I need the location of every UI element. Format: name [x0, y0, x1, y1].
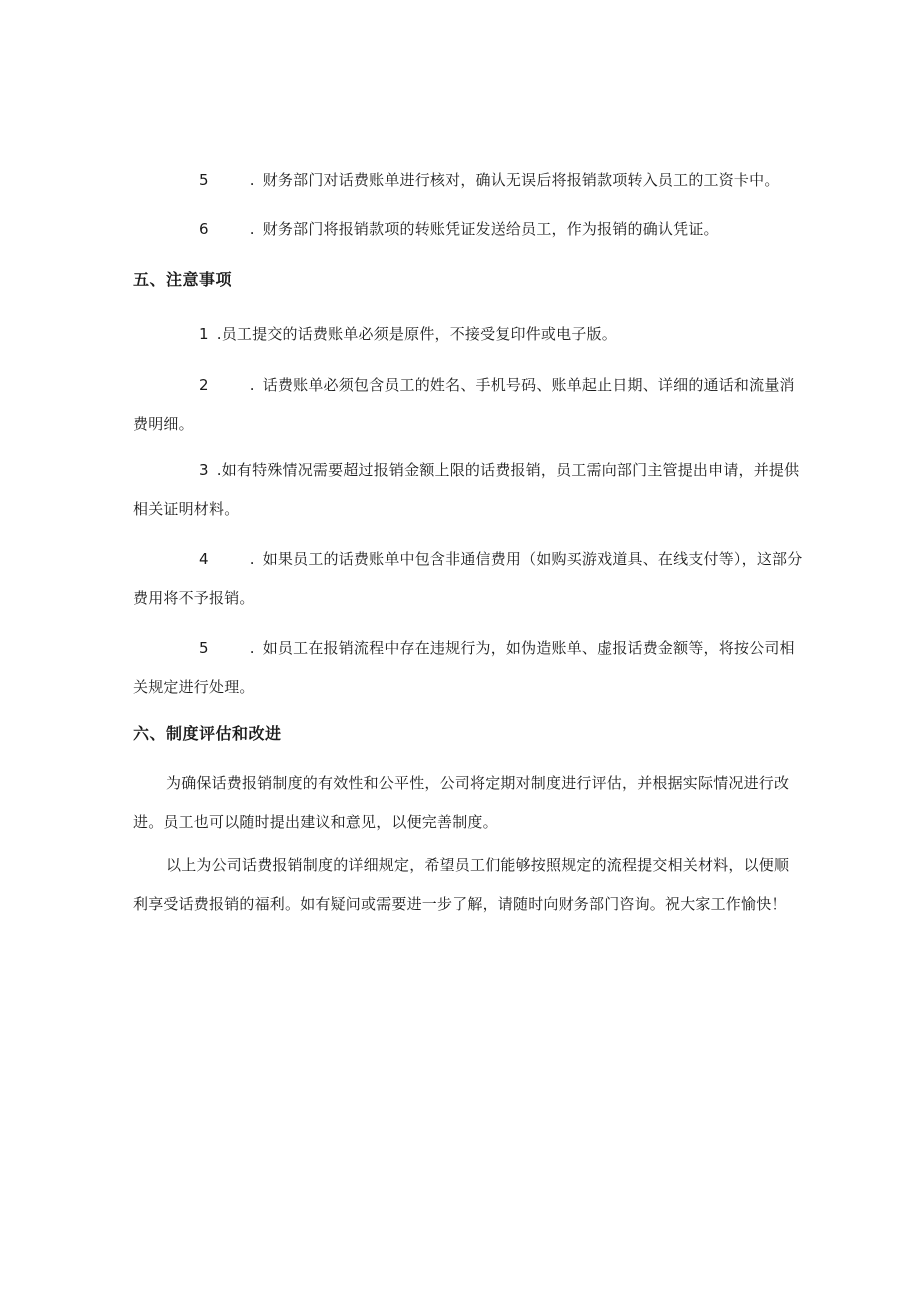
- note-item-5: [133, 629, 803, 707]
- note-item-1: [133, 315, 803, 354]
- note-text: 如员工在报销流程中存在违规行为，如伪造账单、虚报话费金额等，将按公司相关规定进行处理。: [133, 639, 795, 696]
- note-text: 话费账单必须包含员工的姓名、手机号码、账单起止日期、详细的通话和流量消费明细。: [133, 376, 795, 433]
- step-separator: .: [249, 220, 255, 238]
- section-heading-notes: 五、注意事项: [133, 270, 233, 289]
- note-item-3: [133, 451, 803, 529]
- note-item-4: [133, 540, 803, 618]
- note-separator: .: [216, 461, 222, 479]
- step-item-5: [133, 161, 803, 200]
- note-text: 如果员工的话费账单中包含非通信费用（如购买游戏道具、在线支付等），这部分费用将不予报销。: [133, 550, 803, 607]
- step-number: 5: [199, 171, 209, 189]
- section-heading-evaluation: 六、制度评估和改进: [133, 724, 282, 743]
- note-separator: .: [216, 325, 222, 343]
- note-number: 2: [199, 376, 209, 394]
- note-number: 5: [199, 639, 209, 657]
- step-item-6: [133, 210, 803, 249]
- note-text: 员工提交的话费账单必须是原件，不接受复印件或电子版。: [221, 325, 617, 343]
- closing-paragraph: 以上为公司话费报销制度的详细规定，希望员工们能够按照规定的流程提交相关材料，以便顺利享受话费报销的福利。如有疑问或需要进一步了解，请随时向财务部门咨询。祝大家工作愉快！: [133, 856, 790, 913]
- step-text: 财务部门将报销款项的转账凭证发送给员工，作为报销的确认凭证。: [262, 220, 719, 238]
- note-separator: .: [249, 639, 255, 657]
- evaluation-paragraph: 为确保话费报销制度的有效性和公平性，公司将定期对制度进行评估，并根据实际情况进行改进。员工也可以随时提出建议和意见，以便完善制度。: [133, 774, 790, 831]
- note-number: 1: [199, 325, 209, 343]
- note-item-2: [133, 366, 803, 444]
- step-text: 财务部门对话费账单进行核对，确认无误后将报销款项转入员工的工资卡中。: [262, 171, 780, 189]
- note-separator: .: [249, 376, 255, 394]
- note-separator: .: [249, 550, 255, 568]
- step-separator: .: [249, 171, 255, 189]
- step-number: 6: [199, 220, 209, 238]
- note-text: 如有特殊情况需要超过报销金额上限的话费报销，员工需向部门主管提出申请，并提供相关证明材料。: [133, 461, 800, 518]
- note-number: 4: [199, 550, 209, 568]
- note-number: 3: [199, 461, 209, 479]
